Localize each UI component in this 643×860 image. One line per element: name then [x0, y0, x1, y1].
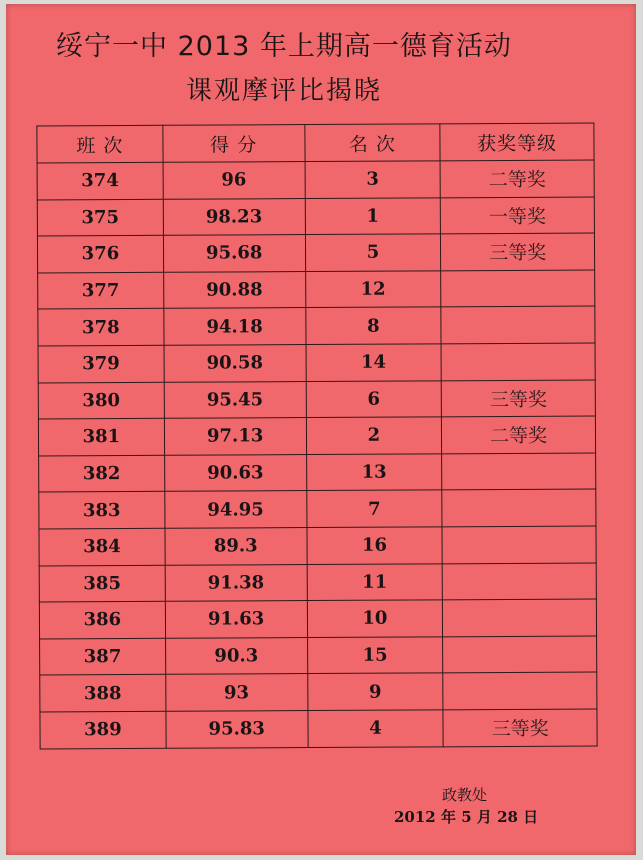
cell-rank: 1: [305, 197, 441, 234]
header-class: 班 次: [37, 125, 163, 163]
cell-rank: 16: [307, 527, 443, 564]
cell-score: 94.18: [164, 308, 306, 345]
cell-score: 95.45: [164, 381, 306, 418]
cell-rank: 4: [308, 710, 444, 747]
cell-award: 二等奖: [440, 160, 594, 197]
table-row: [39, 453, 596, 493]
table-row: [38, 306, 595, 346]
cell-class: 376: [37, 235, 163, 272]
cell-award: [443, 636, 597, 673]
cell-award: 二等奖: [442, 416, 596, 453]
cell-score: 91.63: [165, 601, 307, 638]
results-table: [36, 123, 597, 749]
table-row: [38, 343, 595, 383]
cell-class: 384: [39, 528, 165, 565]
table-body: [37, 160, 597, 748]
cell-class: 378: [38, 309, 164, 346]
table-row: [37, 160, 594, 200]
cell-score: 94.95: [165, 491, 307, 528]
cell-class: 377: [38, 272, 164, 309]
cell-class: 381: [38, 418, 164, 455]
cell-class: 383: [39, 492, 165, 529]
cell-class: 386: [39, 601, 165, 638]
cell-class: 380: [38, 382, 164, 419]
cell-class: 389: [40, 711, 166, 748]
table-row: [40, 709, 597, 749]
cell-rank: 5: [305, 234, 441, 271]
table-row: [39, 563, 596, 603]
cell-class: 385: [39, 565, 165, 602]
cell-rank: 6: [306, 380, 442, 417]
cell-award: [441, 306, 595, 343]
table-row: [38, 380, 595, 420]
cell-class: 387: [40, 638, 166, 675]
cell-rank: 2: [306, 417, 442, 454]
cell-class: 388: [40, 675, 166, 712]
cell-rank: 12: [305, 271, 441, 308]
issue-date: 2012 年 5 月 28 日: [394, 808, 539, 826]
table-row: [39, 599, 596, 639]
cell-rank: 11: [307, 563, 443, 600]
cell-score: 90.88: [163, 271, 305, 308]
cell-award: [443, 672, 597, 709]
header-rank: 名 次: [304, 124, 440, 162]
cell-score: 95.68: [163, 235, 305, 272]
header-score: 得 分: [163, 125, 305, 163]
cell-rank: 14: [306, 344, 442, 381]
cell-score: 91.38: [165, 564, 307, 601]
cell-rank: 9: [307, 673, 443, 710]
table-header-row: [37, 123, 594, 163]
table-row: [40, 636, 597, 676]
header-award: 获奖等级: [440, 123, 594, 161]
cell-award: [441, 343, 595, 380]
cell-score: 98.23: [163, 198, 305, 235]
cell-class: 379: [38, 345, 164, 382]
table-row: [40, 672, 597, 712]
cell-class: 374: [37, 162, 163, 199]
table-row: [39, 526, 596, 566]
page-title: 绥宁一中 2013 年上期高一德育活动: [56, 31, 512, 62]
table-row: [39, 489, 596, 529]
cell-score: 97.13: [164, 418, 306, 455]
cell-award: 三等奖: [442, 380, 596, 417]
cell-award: [442, 489, 596, 526]
notice-paper: [6, 4, 636, 855]
cell-score: 90.3: [165, 637, 307, 674]
cell-rank: 7: [306, 490, 442, 527]
cell-award: 一等奖: [441, 197, 595, 234]
cell-award: [442, 563, 596, 600]
cell-award: 三等奖: [443, 709, 597, 746]
table-row: [38, 416, 595, 456]
cell-rank: 13: [306, 454, 442, 491]
table-row: [37, 197, 594, 237]
cell-class: 375: [37, 199, 163, 236]
cell-rank: 10: [307, 600, 443, 637]
page-subtitle: 课观摩评比揭晓: [186, 76, 383, 106]
cell-score: 95.83: [166, 710, 308, 747]
cell-award: [442, 453, 596, 490]
cell-rank: 8: [305, 307, 441, 344]
cell-class: 382: [39, 455, 165, 492]
cell-score: 96: [163, 162, 305, 199]
table-row: [38, 270, 595, 310]
cell-score: 90.58: [164, 345, 306, 382]
cell-award: [442, 526, 596, 563]
cell-award: [443, 599, 597, 636]
table-row: [37, 233, 594, 273]
issuer: 政教处: [442, 786, 488, 804]
cell-rank: 3: [305, 161, 441, 198]
cell-score: 89.3: [165, 527, 307, 564]
cell-award: 三等奖: [441, 233, 595, 270]
cell-award: [441, 270, 595, 307]
cell-score: 90.63: [164, 454, 306, 491]
cell-score: 93: [166, 674, 308, 711]
cell-rank: 15: [307, 637, 443, 674]
